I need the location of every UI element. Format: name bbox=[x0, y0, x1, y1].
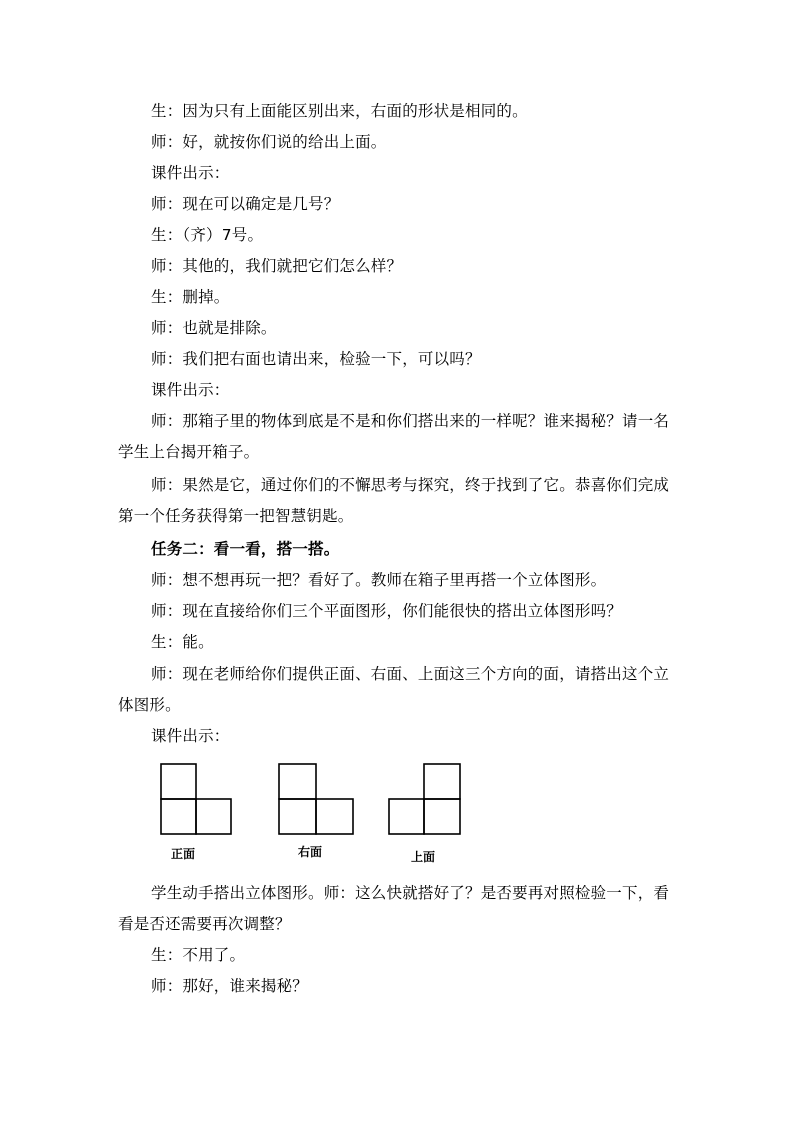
top-view-diagram bbox=[389, 764, 460, 834]
front-view-label: 正面 bbox=[171, 847, 196, 861]
paragraph: 师：现在直接给你们三个平面图形，你们能很快的搭出立体图形吗？ bbox=[151, 602, 623, 620]
front-view-diagram bbox=[161, 764, 231, 834]
paragraph: 师：也就是排除。 bbox=[151, 319, 277, 337]
paragraph: 师：现在可以确定是几号？ bbox=[151, 195, 340, 213]
paragraph: 生：不用了。 bbox=[151, 946, 246, 964]
paragraph: 师：我们把右面也请出来，检验一下，可以吗？ bbox=[151, 350, 481, 368]
paragraph: 学生动手搭出立体图形。师：这么快就搭好了？是否要再对照检验一下，看看是否还需要再次调整？ bbox=[118, 884, 670, 933]
right-view-label: 右面 bbox=[298, 845, 323, 859]
paragraph: 师：想不想再玩一把？看好了。教师在箱子里再搭一个立体图形。 bbox=[151, 571, 607, 589]
top-view-label: 上面 bbox=[411, 850, 436, 864]
right-view-diagram bbox=[279, 764, 353, 834]
paragraph: 师：好，就按你们说的给出上面。 bbox=[151, 133, 387, 151]
paragraph: 课件出示： bbox=[151, 727, 230, 745]
paragraph: 师：那箱子里的物体到底是不是和你们搭出来的一样呢？谁来揭秘？请一名学生上台揭开箱子。 bbox=[118, 412, 670, 461]
paragraph: 课件出示： bbox=[151, 381, 230, 399]
paragraph: 师：果然是它，通过你们的不懈思考与探究，终于找到了它。恭喜你们完成第一个任务获得第一把智慧钥匙。 bbox=[118, 476, 670, 525]
paragraph: 师：其他的，我们就把它们怎么样？ bbox=[151, 257, 403, 275]
paragraph: 生：因为只有上面能区别出来，右面的形状是相同的。 bbox=[151, 102, 528, 120]
paragraph: 师：那好，谁来揭秘？ bbox=[151, 977, 309, 995]
paragraph: 课件出示： bbox=[151, 164, 230, 182]
section-heading: 任务二：看一看，搭一搭。 bbox=[151, 540, 340, 558]
paragraph: 生：能。 bbox=[151, 633, 214, 651]
paragraph: 师：现在老师给你们提供正面、右面、上面这三个方向的面，请搭出这个立体图形。 bbox=[118, 665, 670, 714]
paragraph: 生：删掉。 bbox=[151, 288, 230, 306]
paragraph: 生：（齐）7号。 bbox=[151, 226, 264, 244]
